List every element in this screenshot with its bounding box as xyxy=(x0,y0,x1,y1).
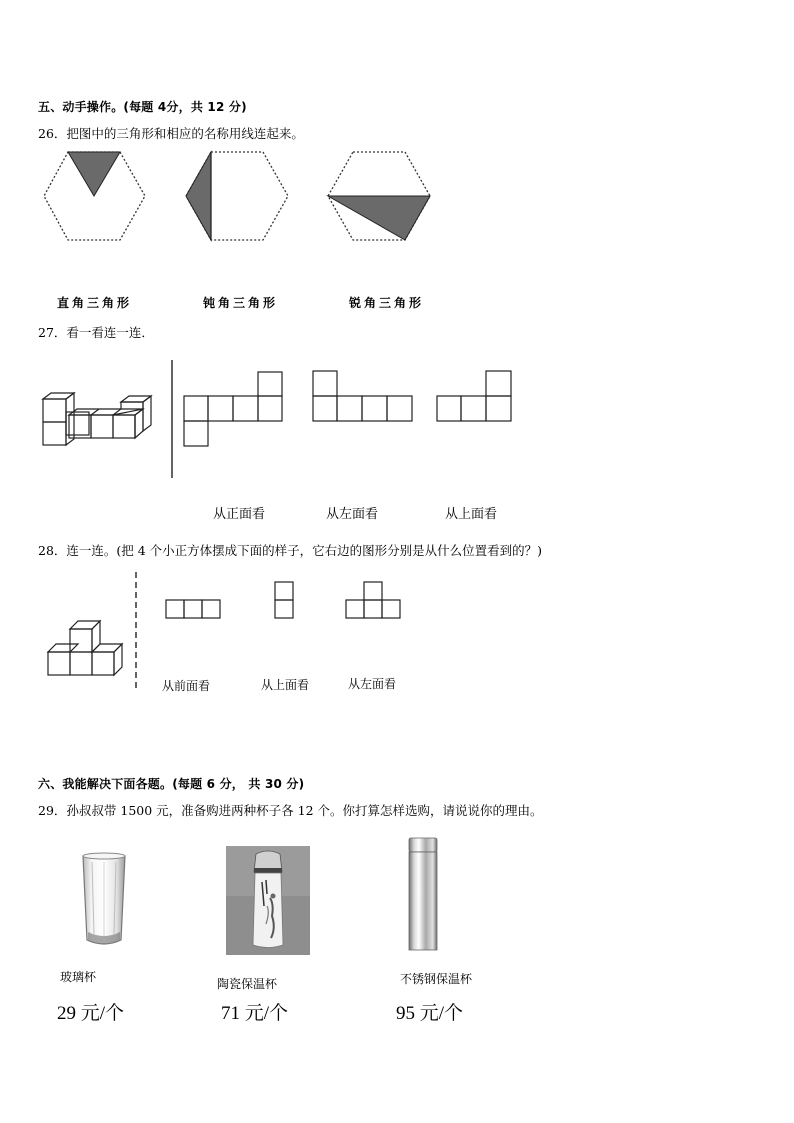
item-name-ceramic-thermos: 陶瓷保温杯 xyxy=(217,977,278,991)
q27-label-left: 从左面看 xyxy=(326,507,379,522)
q27-label-top: 从上面看 xyxy=(445,507,498,522)
q27-label-front: 从正面看 xyxy=(213,507,266,522)
section-5-title: 五、动手操作。(每题 4分，共 12 分) xyxy=(38,100,247,114)
q28-view-1 xyxy=(166,600,220,618)
question-28-text: 28．连一连。(把 4 个小正方体摆成下面的样子，它右边的图形分别是从什么位置看到的？) xyxy=(38,543,543,558)
item-name-steel-thermos: 不锈钢保温杯 xyxy=(400,972,473,986)
q28-solid-figure xyxy=(48,621,122,675)
stainless-thermos-image xyxy=(403,836,443,954)
question-27-text: 27．看一看连一连． xyxy=(38,325,154,340)
question-29-text: 29．孙叔叔带 1500 元，准备购进两种杯子各 12 个。你打算怎样选购，请说说你的理由。 xyxy=(38,803,543,818)
q28-view-2 xyxy=(275,582,293,618)
section-6-title: 六、我能解决下面各题。(每题 6 分， 共 30 分) xyxy=(38,777,305,791)
item-price-ceramic-thermos: 71 元/个 xyxy=(221,1003,289,1024)
q28-label-front: 从前面看 xyxy=(162,679,211,693)
item-price-steel-thermos: 95 元/个 xyxy=(396,1003,464,1024)
q26-label-acute-triangle: 锐角三角形 xyxy=(349,296,425,310)
item-price-glass-cup: 29 元/个 xyxy=(57,1003,125,1024)
question-26-text: 26．把图中的三角形和相应的名称用线连起来。 xyxy=(38,126,304,141)
q26-label-obtuse-triangle: 钝角三角形 xyxy=(203,296,279,310)
q28-view-3 xyxy=(346,582,400,618)
q28-label-left: 从左面看 xyxy=(348,677,397,691)
q26-label-right-triangle: 直角三角形 xyxy=(57,296,133,310)
q28-label-top: 从上面看 xyxy=(261,678,310,692)
item-name-glass-cup: 玻璃杯 xyxy=(60,970,97,984)
ceramic-thermos-image xyxy=(226,846,310,955)
glass-cup-image xyxy=(78,852,130,952)
